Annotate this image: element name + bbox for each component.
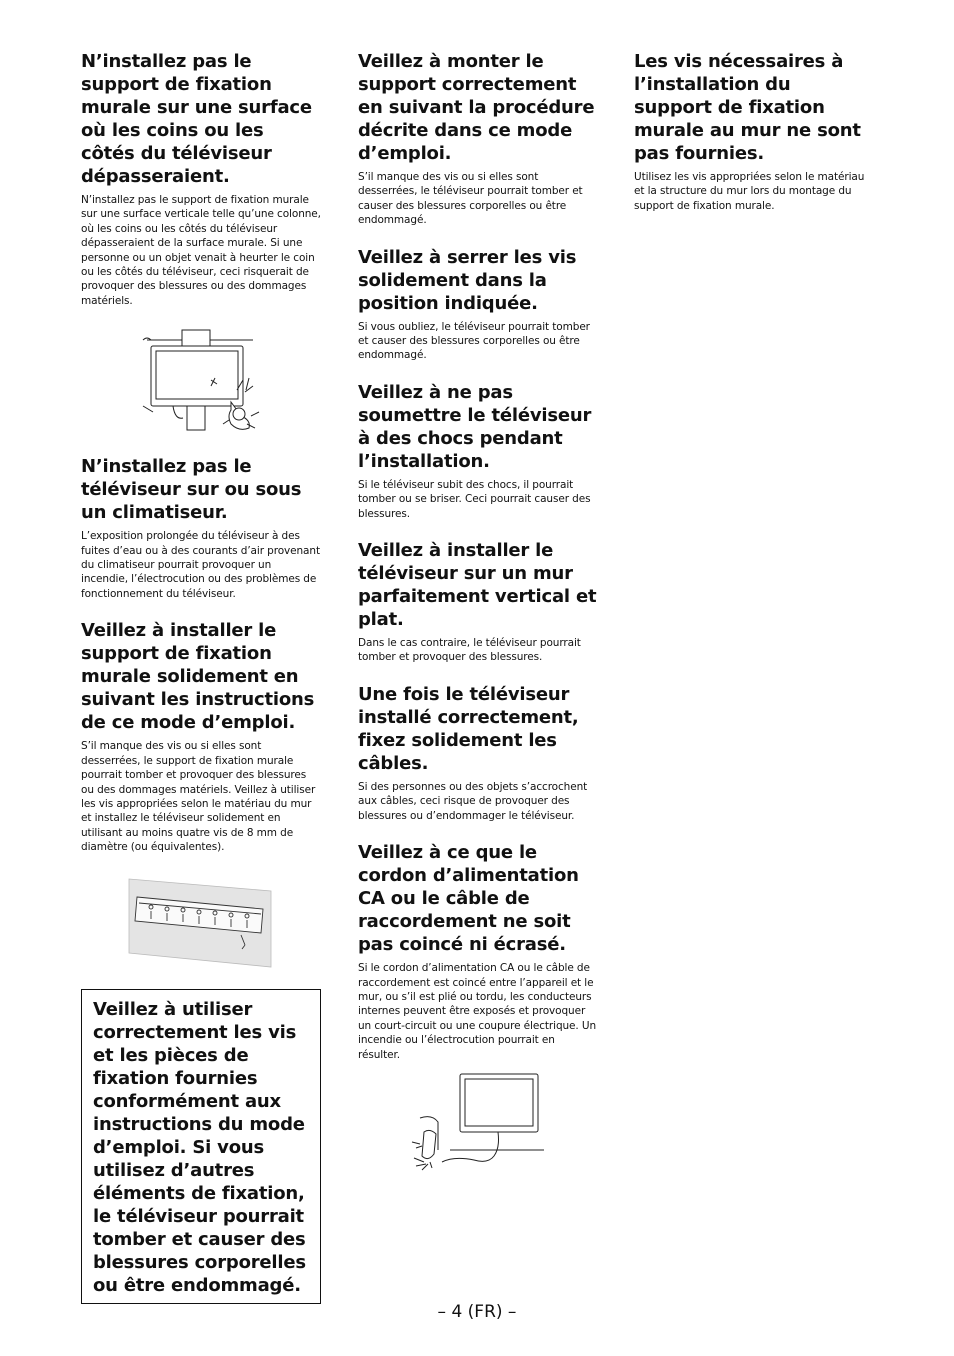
tv-corner-hazard-illustration xyxy=(81,320,321,435)
section-text: Si le cordon d’alimentation CA ou le câble de raccordement est coincé entre l’appareil et le mur, ou s’il est plié ou tordu, les conducteurs internes peuvent être exposés et provoquer un court-circuit ou une coupure électrique. Un incendie ou l’électrocution pourrait en résulter. xyxy=(358,962,597,1061)
section-title: N’installez pas le support de fixation murale sur une surface où les coins ou les côtés du téléviseur dépasseraient. xyxy=(81,51,312,187)
section-title: Veillez à ce que le cordon d’alimentation CA ou le câble de raccordement ne soit pas coincé ni écrasé. xyxy=(358,842,579,956)
section-text: Dans le cas contraire, le téléviseur pourrait tomber et provoquer des blessures. xyxy=(358,637,581,664)
section-text: S’il manque des vis ou si elles sont desserrées, le téléviseur pourrait tomber et causer des blessures corporelles ou être endommagé. xyxy=(358,171,583,227)
pinched-cable-illustration xyxy=(358,1070,598,1180)
wall-bracket-illustration xyxy=(81,869,321,969)
column-middle xyxy=(358,50,598,1180)
section-title: Veillez à monter le support correctement en suivant la procédure décrite dans ce mode d’emploi. xyxy=(358,51,595,164)
section-text: Si des personnes ou des objets s’accrochent aux câbles, ceci risque de provoquer des blessures ou d’endommager le téléviseur. xyxy=(358,780,588,822)
section-title: Veillez à serrer les vis solidement dans la position indiquée. xyxy=(358,246,577,314)
section-text: N’installez pas le support de fixation murale sur une surface verticale telle qu’une colonne, où les coins ou les côtés du téléviseur dépasseraient de la surface murale. Si une personne ou un objet venait à heurter le coin ou les côtés du téléviseur, ceci risquerait de provoquer des blessures ou des dommages matériels. xyxy=(81,194,321,307)
warning-box xyxy=(81,989,321,1304)
section-text: S’il manque des vis ou si elles sont desserrées, le support de fixation murale pourrait tomber et provoquer des blessures ou des dommages matériels. Veillez à utiliser les vis appropriées selon le matériau du mur et installez le téléviseur solidement en utilisant au moins quatre vis de 8 mm de diamètre (ou équivalentes). xyxy=(81,740,316,854)
warning-text: Veillez à utiliser correctement les vis et les pièces de fixation fournies conformément aux instructions du mode d’emploi. Si vous utilisez d’autres éléments de fixation, le téléviseur pourrait tomber et causer des blessures corporelles ou être endommagé. xyxy=(93,998,306,1296)
section-title: Veillez à installer le support de fixation murale solidement en suivant les instructions de ce mode d’emploi. xyxy=(81,620,315,734)
section-text: Utilisez les vis appropriées selon le matériau et la structure du mur lors du montage du support de fixation murale. xyxy=(634,171,865,212)
column-left xyxy=(81,50,321,1304)
section-text: L’exposition prolongée du téléviseur à des fuites d’eau ou à des courants d’air provenant du climatiseur pourrait provoquer un incendie, l’électrocution ou des problèmes de fonctionnement du téléviseur. xyxy=(81,530,320,600)
section-text: Si le téléviseur subit des chocs, il pourrait tomber ou se briser. Ceci pourrait causer des blessures. xyxy=(358,478,591,520)
section-title: Une fois le téléviseur installé correctement, fixez solidement les câbles. xyxy=(358,683,579,774)
section-title: Veillez à ne pas soumettre le téléviseur à des chocs pendant l’installation. xyxy=(358,381,592,472)
column-right xyxy=(634,50,874,231)
section-title: Veillez à installer le téléviseur sur un mur parfaitement vertical et plat. xyxy=(358,540,597,631)
section-text: Si vous oubliez, le téléviseur pourrait tomber et causer des blessures corporelles ou être endommagé. xyxy=(358,320,590,362)
section-title: N’installez pas le téléviseur sur ou sous un climatiseur. xyxy=(81,456,302,524)
page-number: – 4 (FR) – xyxy=(437,1302,517,1322)
section-title: Les vis nécessaires à l’installation du support de fixation murale au mur ne sont pas fournies. xyxy=(634,51,861,164)
